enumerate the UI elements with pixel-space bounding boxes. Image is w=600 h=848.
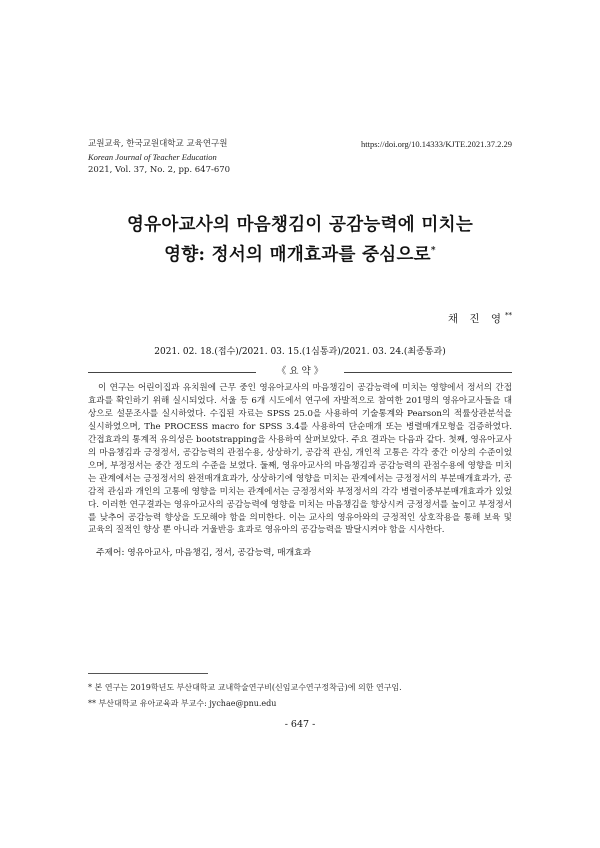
keywords: 주제어: 영유아교사, 마음챙김, 정서, 공감능력, 매개효과 (96, 548, 312, 558)
submission-dates: 2021. 02. 18.(접수)/2021. 03. 15.(1심통과)/2021. 03. 24.(최종통과) (154, 347, 446, 357)
summary-rule-left (88, 372, 256, 373)
author-name (380, 311, 512, 326)
journal-header (88, 138, 348, 177)
volume-info: 2021, Vol. 37, No. 2, pp. 647-670 (88, 165, 231, 175)
footnote-divider (88, 673, 208, 674)
author-footnote-mark: ** (505, 311, 512, 320)
publisher-line: 교원교육, 한국교원대학교 교육연구원 (88, 139, 228, 149)
summary-rule-right (344, 372, 512, 373)
doi-link[interactable]: https://doi.org/10.14333/KJTE.2021.37.2.29 (361, 139, 512, 149)
title-line-2-text: 영향: 정서의 매개효과를 중심으로 (164, 244, 431, 265)
title-footnote-mark: * (430, 246, 436, 256)
summary-heading (88, 366, 512, 378)
page-number: - 647 - (284, 719, 316, 730)
footnote-author: ** 부산대학교 유아교육과 부교수: jychae@pnu.edu (88, 699, 277, 708)
summary-label: 《 요 약 》 (276, 366, 324, 377)
abstract-body: 이 연구는 어린이집과 유치원에 근무 중인 영유아교사의 마음챙김이 공감능력에 미치는 영향에서 정서의 간접효과를 확인하기 위해 실시되었다. 서울 등 6개 시도에서 연구에 자발적으로 참여한 201명의 영유아교사들을 대상으로 설문조사를 실시하였다. 수집된 자료는 SPSS 25.0을 사용하여 기술통계와 Pearson의 적률상관분석을 실시하였으며, The PROCESS macro for SPSS 3.4를 사용하여 단순매개 또는 병렬매개모형을 검증하였다. 간접효과의 통계적 유의성은 bootstrapping을 사용하여 살펴보았다. 주요 결과는 다음과 같다. 첫째, 영유아교사의 마음챙김과 긍정정서, 공감능력의 관점수용, 상상하기, 공감적 관심, 개인적 고통은 각각 중간 이상의 수준이었으며, 부정정서는 중간 정도의 수준을 보였다. 둘째, 영유아교사의 마음챙김과 공감능력의 관점수용에 영향을 미치는 관계에서는 긍정정서의 완전매개효과가, 상상하기에 영향을 미치는 관계에서는 긍정정서의 부분매개효과가, 공감적 관심과 개인의 고통에 영향을 미치는 관계에서는 긍정정서와 부정정서의 각각 병렬이중부분매개효과가 있었다. 이러한 연구결과는 영유아교사의 공감능력에 영향을 미치는 마음챙김을 향상시켜 긍정정서를 높이고 부정정서를 낮추어 공감능력 향상을 도모해야 함을 의미한다. 이는 교사의 영유아와의 긍정적인 상호작용을 통해 보육 및 교육의 질적인 향상 뿐 아니라 거울반응 효과로 영유아의 공감능력을 발달시켜야 함을 시사한다. (88, 383, 512, 536)
footnote-funding: * 본 연구는 2019학년도 부산대학교 교내학술연구비(신임교수연구정착금)에 의한 연구임. (88, 683, 402, 692)
journal-name: Korean Journal of Teacher Education (88, 152, 217, 162)
paper-title (60, 212, 540, 268)
author-name-text: 채 진 영 (447, 313, 505, 325)
title-line-2 (60, 238, 540, 268)
title-line-1: 영유아교사의 마음챙김이 공감능력에 미치는 (126, 215, 474, 235)
